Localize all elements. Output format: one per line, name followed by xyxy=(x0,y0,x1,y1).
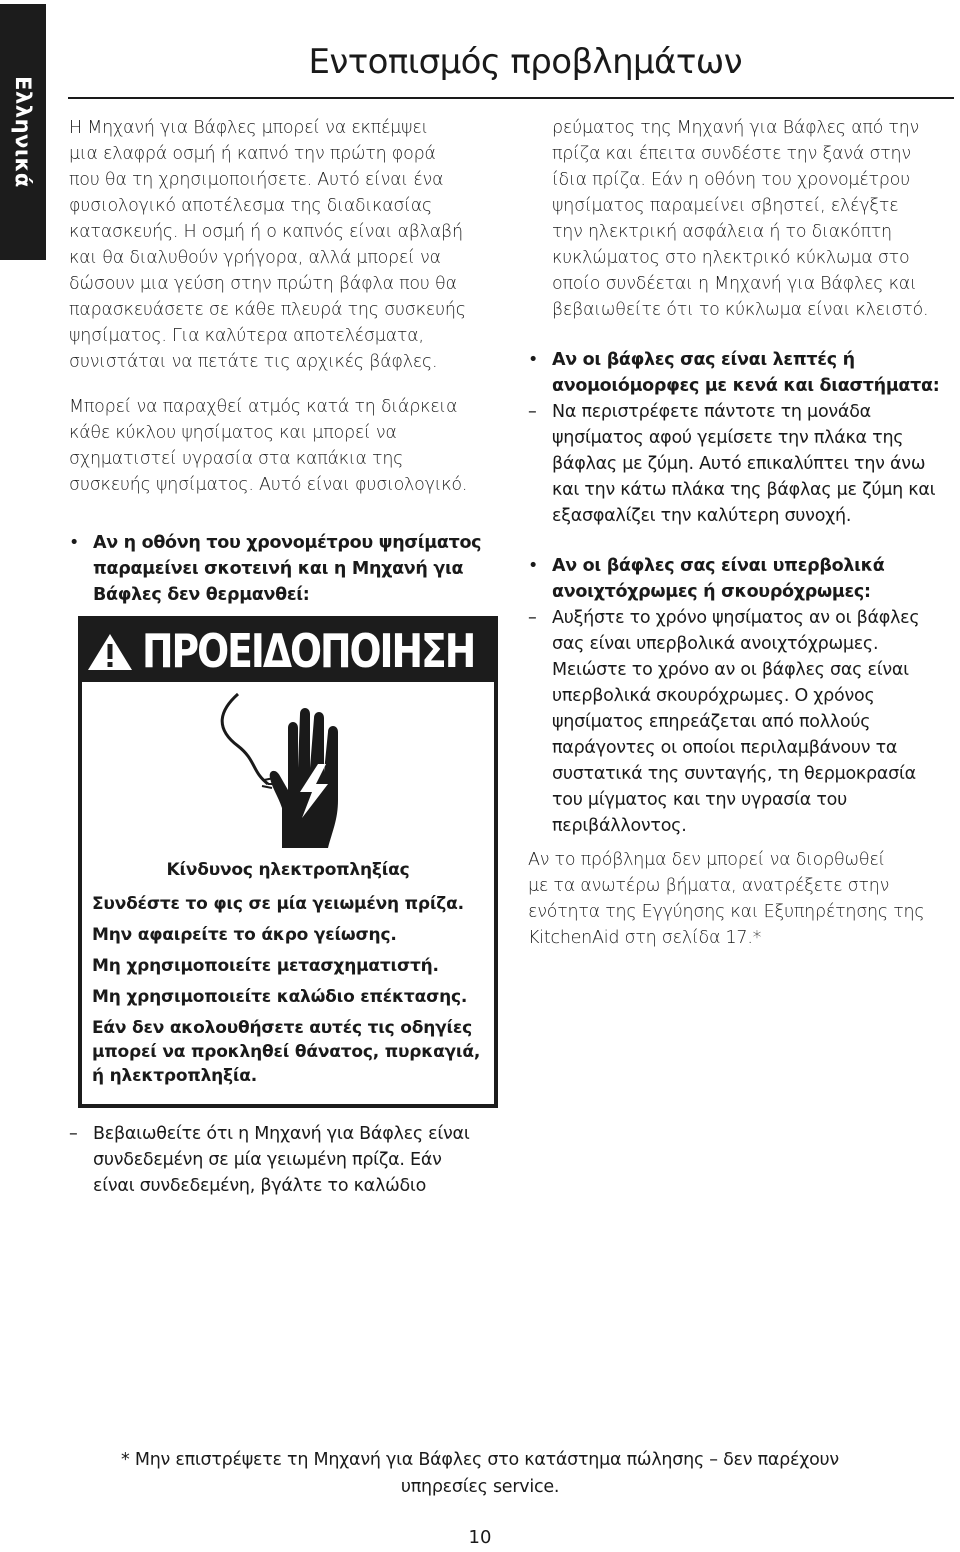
left-column xyxy=(69,115,505,608)
dash-rotate-unit: – Να περιστρέφετε πάντοτε τη μονάδα ψησίματος αφού γεμίσετε την πλάκα της βάφλας με ζύμη. Αυτό επικαλύπτει την άνω και την κάτω πλάκα της βάφλας με ζύμη και εξασφαλίζει την καλύτερη συνοχή. xyxy=(528,402,936,526)
intro-paragraph: Η Μηχανή για Βάφλες μπορεί να εκπέμψει μια ελαφρά οσμή ή καπνό την πρώτη φορά που θα τη χρησιμοποιήσετε. Αυτό είναι ένα φυσιολογικό αποτέλεσμα της διαδικασίας κατασκευής. Η οσμή ή ο καπνός είναι αβλαβή και θα διαλυθούν γρήγορα, αλλά μπορεί να δώσουν μια γεύση στην πρώτη βάφλα που θα παρασκευάσετε σε κάθε πλευρά της συσκευής ψησίματος. Για καλύτερα αποτελέσματα, συνιστάται να πετάτε τις αρχικές βάφλες. xyxy=(69,118,466,372)
steam-paragraph: Μπορεί να παραχθεί ατμός κατά τη διάρκεια κάθε κύκλου ψησίματος και μπορεί να σχηματιστεί υγρασία στα καπάκια της συσκευής ψησίματος. Αυτό είναι φυσιολογικό. xyxy=(69,397,468,495)
bullet-dark-timer: • Αν η οθόνη του χρονομέτρου ψησίματος παραμείνει σκοτεινή και η Μηχανή για Βάφλες δεν θερμανθεί: xyxy=(69,530,505,608)
title-rule xyxy=(68,97,954,99)
service-paragraph: Αν το πρόβλημα δεν μπορεί να διορθωθεί με τα ανωτέρω βήματα, ανατρέξετε στην ενότητα της Εγγύησης και Εξυπηρέτησης της KitchenAid στη σελίδα 17.* xyxy=(528,850,925,948)
bullet-marker: • xyxy=(69,533,80,553)
page-title: Εντοπισμός προβλημάτων xyxy=(308,42,742,82)
footnote: * Μην επιστρέψετε τη Μηχανή για Βάφλες στο κατάστημα πώλησης – δεν παρέχουν υπηρεσίες service. xyxy=(121,1450,839,1497)
warning-subtitle: Κίνδυνος ηλεκτροπληξίας xyxy=(166,860,410,880)
continuation-paragraph: ρεύματος της Μηχανή για Βάφλες από την πρίζα και έπειτα συνδέστε την ξανά στην ίδια πρίζα. Εάν η οθόνη του χρονομέτρου ψησίματος παραμείνει σβηστεί, ελέγξτε την ηλεκτρική ασφάλεια ή το διακόπτη κυκλώματος στο ηλεκτρικό κύκλωμα στο οποίο συνδέεται η Μηχανή για Βάφλες και βεβαιωθείτε ότι το κύκλωμα είναι κλειστό. xyxy=(552,118,929,320)
dash-grounded-outlet: – Βεβαιωθείτε ότι η Μηχανή για Βάφλες είναι συνδεδεμένη σε μία γειωμένη πρίζα. Εάν είναι συνδεδεμένη, βγάλτε το καλώδιο xyxy=(69,1121,509,1199)
warning-title: ΠΡΟΕΙΔΟΠΟΙΗΣΗ xyxy=(142,624,475,678)
warning-triangle-icon xyxy=(86,632,134,672)
warning-line: Μη χρησιμοποιείτε μετασχηματιστή. xyxy=(92,956,439,976)
warning-instructions xyxy=(92,892,488,1088)
page-number: 10 xyxy=(468,1527,492,1548)
language-label: Ελληνικά xyxy=(11,76,35,188)
dash-marker: – xyxy=(69,1124,78,1144)
warning-header xyxy=(82,620,494,682)
warning-line: Μη χρησιμοποιείτε καλώδιο επέκτασης. xyxy=(92,987,468,1007)
warning-line: Συνδέστε το φις σε μία γειωμένη πρίζα. xyxy=(92,894,464,914)
dash-adjust-time: – Αυξήστε το χρόνο ψησίματος αν οι βάφλες σας είναι υπερβολικά ανοιχτόχρωμες. Μειώστε το χρόνο αν οι βάφλες σας είναι υπερβολικά σκουρόχρωμες. Ο χρόνος ψησίματος επηρεάζεται από πολλούς παράγοντες οι οποίοι περιλαμβάνουν τα συστατικά της συνταγής, τη θερμοκρασία του μίγματος και την υγρασία του περιβάλλοντος. xyxy=(528,608,920,836)
warning-consequence: Εάν δεν ακολουθήσετε αυτές τις οδηγίες μπορεί να προκληθεί θάνατος, πυρκαγιά, ή ηλεκτροπληξία. xyxy=(92,1018,481,1086)
bullet-color-waffles: • Αν οι βάφλες σας είναι υπερβολικά ανοιχτόχρωμες ή σκουρόχρωμες: xyxy=(528,556,885,602)
right-column xyxy=(528,115,948,951)
electric-shock-hand-icon xyxy=(212,688,372,848)
bullet-thin-waffles: • Αν οι βάφλες σας είναι λεπτές ή ανομοιόμορφες με κενά και διαστήματα: xyxy=(528,350,940,396)
warning-line: Μην αφαιρείτε το άκρο γείωσης. xyxy=(92,925,397,945)
language-tab xyxy=(0,4,46,260)
warning-box xyxy=(78,616,498,1108)
